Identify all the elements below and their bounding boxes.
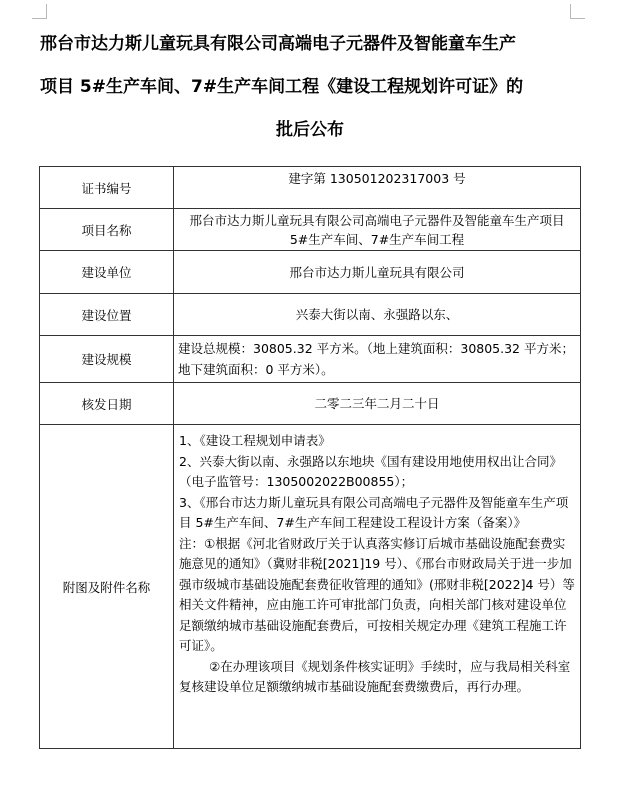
scale-value: 建设总规模：30805.32 平方米。（地上建筑面积：30805.32 平方米；地下建筑面积：0 平方米）。 xyxy=(174,336,581,383)
cert-no-label: 证书编号 xyxy=(40,167,174,209)
attachment-item-1: 1、《建设工程规划申请表》 xyxy=(179,433,331,448)
title-line-3: 批后公布 xyxy=(276,120,344,140)
row-cert-no xyxy=(40,167,581,209)
page-corner-mark-left xyxy=(32,4,47,19)
row-scale xyxy=(40,336,581,383)
builder-value: 邢台市达力斯儿童玩具有限公司 xyxy=(174,251,581,294)
row-attachments xyxy=(40,425,581,749)
permit-table xyxy=(39,166,581,749)
project-name-value: 邢台市达力斯儿童玩具有限公司高端电子元器件及智能童车生产项目 5#生产车间、7#生产车间工程 xyxy=(174,209,581,251)
cert-no-value: 建字第 130501202317003 号 xyxy=(174,167,581,209)
builder-label: 建设单位 xyxy=(40,251,174,294)
issue-date-value: 二零二三年二月二十日 xyxy=(174,383,581,425)
attachment-note-2: ②在办理该项目《规划条件核实证明》手续时，应与我局相关科室复核建设单位足额缴纳城市基础设施配套费缴费后，再行办理。 xyxy=(179,658,571,694)
row-location xyxy=(40,294,581,336)
title-line-1: 邢台市达力斯儿童玩具有限公司高端电子元器件及智能童车生产 xyxy=(40,34,516,54)
title-line-2: 项目 5#生产车间、7#生产车间工程《建设工程规划许可证》的 xyxy=(40,77,524,97)
project-name-label: 项目名称 xyxy=(40,209,174,251)
attachments-list xyxy=(174,425,581,749)
attachments-label: 附图及附件名称 xyxy=(40,425,174,749)
attachment-item-2: 2、兴泰大街以南、永强路以东地块《国有建设用地使用权出让合同》（电子监管号：1305002022B00855）； xyxy=(179,453,562,489)
row-builder xyxy=(40,251,581,294)
scale-label: 建设规模 xyxy=(40,336,174,383)
attachment-note-1: 注：①根据《河北省财政厅关于认真落实修订后城市基础设施配套费实施意见的通知》（冀财非税[2021]19 号）、《邢台市财政局关于进一步加强市级城市基础设施配套费征收管理的通知》(邢财非税[2022]4 号）等相关文件精神，应由施工许可审批部门负责，向相关部门核对建设单位足额缴纳城市基础设施配套费后，可按相关规定办理《建筑工程施工许可证》。 xyxy=(179,535,575,653)
attachment-item-3: 3、《邢台市达力斯儿童玩具有限公司高端电子元器件及智能童车生产项目 5#生产车间、7#生产车间工程建设工程设计方案（备案）》 xyxy=(179,494,569,530)
row-issue-date xyxy=(40,383,581,425)
location-label: 建设位置 xyxy=(40,294,174,336)
row-project-name xyxy=(40,209,581,251)
issue-date-label: 核发日期 xyxy=(40,383,174,425)
page-corner-mark-right xyxy=(570,4,585,19)
location-value: 兴泰大街以南、永强路以东、 xyxy=(174,294,581,336)
